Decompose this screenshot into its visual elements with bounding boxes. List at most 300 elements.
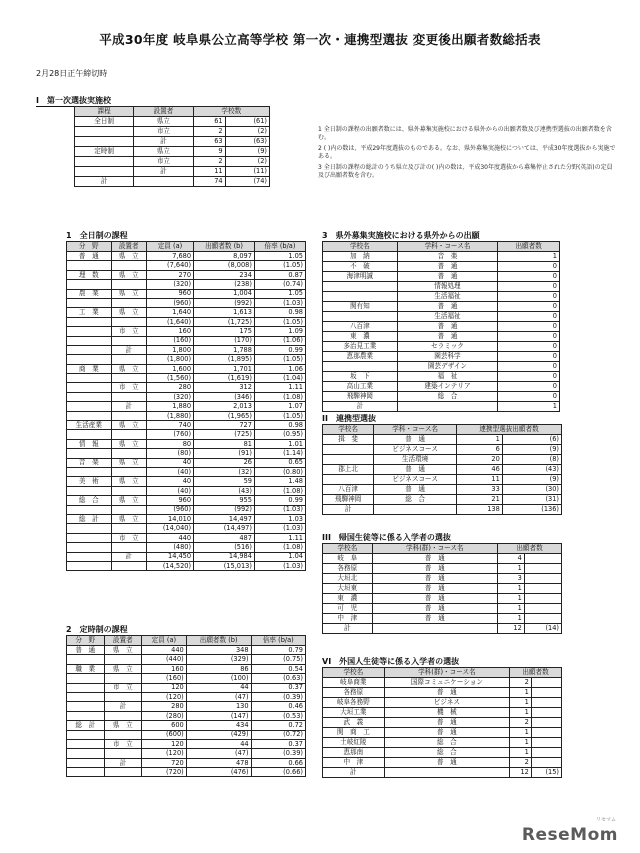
table-cell (323, 282, 398, 292)
table-cell: 関有知 (323, 302, 398, 312)
table-row (67, 721, 306, 730)
table-cell: 不 破 (323, 262, 398, 272)
note-3: 3 全日制の課程の総計のうち県立及び計の( )内の数は、平成30年度選抜から募集停止された分野(英語)の定員及び出願者数を含む。 (318, 164, 613, 179)
table-row (67, 533, 306, 542)
table-cell (67, 280, 112, 289)
table-cell: 普 通 (372, 584, 497, 594)
table-cell: 東 濃 (323, 594, 373, 604)
table-cell (75, 167, 134, 177)
table-cell: (1,895) (194, 355, 255, 364)
table-cell: 情 報 (67, 439, 112, 448)
table-cell (75, 127, 134, 137)
table-cell (524, 554, 561, 564)
column-header: 学科(群)・コース名 (372, 544, 497, 554)
table-row (323, 678, 562, 688)
table-cell: 総 計 (67, 721, 105, 730)
table-cell: (1.05) (254, 261, 305, 270)
table-row (323, 624, 562, 634)
column-header: 課程 (75, 107, 134, 117)
table-row (67, 439, 306, 448)
table-cell: 1,613 (194, 308, 255, 317)
column-header: 分 野 (67, 636, 105, 646)
table-cell: 120 (142, 683, 187, 692)
table-cell: 4 (498, 554, 525, 564)
table-cell: (63) (225, 137, 269, 147)
table-row (323, 584, 562, 594)
table-cell: (2) (225, 157, 269, 167)
table-cell: 計 (323, 624, 373, 634)
table-row (67, 477, 306, 486)
table-cell: 普 通 (374, 485, 457, 495)
table-cell: (147) (186, 711, 251, 720)
table-cell: 130 (186, 702, 251, 711)
table-cell: 1,004 (194, 289, 255, 298)
table-cell: 234 (194, 270, 255, 279)
table-cell: 福 祉 (397, 372, 498, 382)
table-cell: (2) (225, 127, 269, 137)
table-cell: 1.05 (254, 252, 305, 261)
table-row (323, 748, 562, 758)
column-header: 分 野 (67, 242, 112, 252)
table-cell: 0.99 (254, 496, 305, 505)
table-cell: (0.80) (254, 467, 305, 476)
table-cell (67, 430, 112, 439)
table-cell: 1.07 (254, 402, 305, 411)
table-cell: (1,800) (146, 355, 193, 364)
table-cell (111, 411, 146, 420)
table-cell (67, 692, 105, 701)
table-row (323, 332, 560, 342)
table-cell: 市 立 (104, 683, 142, 692)
table-cell: (100) (186, 674, 251, 683)
resemom-logo: ReseMom (521, 825, 618, 845)
table-cell: (0.39) (251, 692, 305, 701)
table-cell: セラミック (397, 342, 498, 352)
table-cell: 1 (510, 708, 532, 718)
table-cell: 市 立 (111, 383, 146, 392)
table-row (67, 768, 306, 777)
table-row (67, 411, 306, 420)
table-row (323, 262, 560, 272)
table-cell: 40 (146, 477, 193, 486)
table-cell: 12 (510, 768, 532, 778)
table-cell: 312 (194, 383, 255, 392)
table-cell (67, 298, 112, 307)
table-cell: 計 (134, 137, 193, 147)
table-row (67, 458, 306, 467)
table-cell: 1,701 (194, 364, 255, 373)
table-cell: 0 (498, 262, 560, 272)
table-cell: 県 立 (111, 252, 146, 261)
table-cell: 普 通 (384, 728, 509, 738)
table-cell: (160) (146, 336, 193, 345)
table-cell: 大垣北 (323, 574, 373, 584)
table-cell (111, 486, 146, 495)
table-cell (67, 768, 105, 777)
table-cell: 飛騨神岡 (323, 392, 398, 402)
table-cell: 普 通 (67, 646, 105, 655)
table-cell: 計 (134, 167, 193, 177)
table-cell: 44 (186, 739, 251, 748)
table-row (323, 495, 562, 505)
table-cell: 音 楽 (397, 252, 498, 262)
table-row (323, 718, 562, 728)
table-cell: 0.72 (251, 721, 305, 730)
table-cell (323, 362, 398, 372)
table-row (75, 147, 270, 157)
table-cell: 80 (146, 439, 193, 448)
table-cell: 1.06 (254, 364, 305, 373)
table-cell: 0.98 (254, 421, 305, 430)
table-cell (111, 543, 146, 552)
table-cell: (600) (142, 730, 187, 739)
table-row (67, 392, 306, 401)
table-row (323, 708, 562, 718)
table-cell: 坂 下 (323, 372, 398, 382)
table-row (67, 383, 306, 392)
table-cell: 岐 阜 (323, 554, 373, 564)
table-cell (67, 758, 105, 767)
table-cell: 普 通 (397, 322, 498, 332)
table-cell: 海津明誠 (323, 272, 398, 282)
table-cell (111, 280, 146, 289)
table-cell: (136) (502, 505, 561, 515)
table-row (323, 312, 560, 322)
table-cell: 1 (498, 584, 525, 594)
table-cell: 岐阜商業 (323, 678, 385, 688)
table-row (67, 552, 306, 561)
table-cell: 計 (111, 552, 146, 561)
table-cell: 総 計 (67, 514, 112, 523)
table-cell: 生活環境 (374, 455, 457, 465)
table-cell: 市立 (134, 127, 193, 137)
table-cell: 0 (498, 292, 560, 302)
table-cell: 中 津 (323, 614, 373, 624)
table-cell (524, 564, 561, 574)
table-cell: (1,640) (146, 317, 193, 326)
table-cell: 0.66 (251, 758, 305, 767)
table-cell: 東 濃 (323, 332, 398, 342)
table-cell: 14,984 (194, 552, 255, 561)
table-cell: (1,725) (194, 317, 255, 326)
table-cell: 県 立 (104, 646, 142, 655)
table-cell: 市立 (134, 157, 193, 167)
table-cell (531, 678, 561, 688)
table-cell: 1 (498, 564, 525, 574)
column-header: 設置者 (134, 107, 193, 117)
table-cell: (9) (502, 445, 561, 455)
table-cell: 加 納 (323, 252, 398, 262)
table-cell: 県 立 (111, 514, 146, 523)
table-cell: ビジネスコース (374, 475, 457, 485)
table-cell (111, 374, 146, 383)
gaikoku-heading: VI 外国人生徒等に係る入学者の選抜 (322, 657, 460, 666)
table-cell: 487 (194, 533, 255, 542)
column-header: 学校名 (323, 242, 398, 252)
table-cell: (960) (146, 505, 193, 514)
table-cell: 2 (510, 718, 532, 728)
table-cell: (6) (502, 435, 561, 445)
section3-table (322, 241, 560, 412)
table-cell (67, 467, 112, 476)
table-row (323, 614, 562, 624)
table-row (323, 402, 560, 412)
column-header: 学校名 (323, 425, 374, 435)
table-cell: 工 業 (67, 308, 112, 317)
table-cell: 955 (194, 496, 255, 505)
note-1: 1 全日制の課程の出願者数には、県外募集実施校における県外からの出願者数及び連携型選抜の出願者数を含む。 (318, 126, 612, 141)
table-row (323, 485, 562, 495)
table-cell: 0 (498, 322, 560, 332)
table-cell: 26 (194, 458, 255, 467)
table-row (323, 435, 562, 445)
table-cell: 1 (498, 252, 560, 262)
table-cell: 160 (142, 664, 187, 673)
table-row (323, 342, 560, 352)
table-cell: (7,640) (146, 261, 193, 270)
table-cell: 960 (146, 496, 193, 505)
table-cell: 33 (457, 485, 503, 495)
table-cell: 720 (142, 758, 187, 767)
table-cell: 市 立 (111, 327, 146, 336)
table-cell: 普 通 (397, 302, 498, 312)
table-cell: 大垣東 (323, 584, 373, 594)
table-cell: 郡上北 (323, 465, 374, 475)
table-cell: 県 立 (111, 421, 146, 430)
table-cell: 74 (193, 177, 225, 187)
table-cell (111, 336, 146, 345)
table-cell: 普 通 (374, 465, 457, 475)
table-row (67, 711, 306, 720)
table-cell (531, 728, 561, 738)
table-cell (67, 655, 105, 664)
column-header: 設置者 (111, 242, 146, 252)
table-row (323, 728, 562, 738)
header-row (323, 668, 562, 678)
table-cell: (14,497) (194, 524, 255, 533)
table-cell: 普 通 (372, 574, 497, 584)
table-cell (67, 336, 112, 345)
table-cell (323, 455, 374, 465)
table-cell: (1.03) (254, 524, 305, 533)
table-cell: 普 通 (372, 594, 497, 604)
table-cell (67, 730, 105, 739)
table-cell: 280 (146, 383, 193, 392)
table-cell: 20 (457, 455, 503, 465)
table-cell (75, 157, 134, 167)
table-row (67, 327, 306, 336)
table-cell: (346) (194, 392, 255, 401)
table-row (67, 430, 306, 439)
table-cell: (329) (186, 655, 251, 664)
table-cell: 1.11 (254, 383, 305, 392)
table-cell: 県 立 (111, 270, 146, 279)
table-cell: 県 立 (111, 308, 146, 317)
table-cell: 商 業 (67, 364, 112, 373)
table-row (323, 475, 562, 485)
table-cell: 県 立 (111, 289, 146, 298)
table-cell (67, 533, 112, 542)
table-cell (111, 298, 146, 307)
table-cell (67, 543, 112, 552)
renkei-table (322, 424, 562, 515)
table-cell: 0.54 (251, 664, 305, 673)
table-cell: 1 (510, 698, 532, 708)
table-cell: 1.03 (254, 514, 305, 523)
table-cell: (0.74) (254, 280, 305, 289)
table-cell: 県 立 (104, 721, 142, 730)
table-row (67, 280, 306, 289)
table-cell: 348 (186, 646, 251, 655)
table-cell: 県立 (134, 117, 193, 127)
table-cell: 総 合 (67, 496, 112, 505)
table-cell: 2,013 (194, 402, 255, 411)
table-cell: (40) (146, 467, 193, 476)
table-cell: 46 (457, 465, 503, 475)
table-cell: 恵那南 (323, 748, 385, 758)
table-cell (531, 748, 561, 758)
column-header: 出願者数 (b) (194, 242, 255, 252)
table-cell: 280 (142, 702, 187, 711)
table-cell (104, 655, 142, 664)
table-cell: (9) (502, 475, 561, 485)
table-cell: 園芸科学 (397, 352, 498, 362)
table-cell: 普 通 (372, 564, 497, 574)
table-cell (67, 711, 105, 720)
table-row (75, 117, 270, 127)
table-row (323, 505, 562, 515)
table-cell (104, 730, 142, 739)
table-cell: (476) (186, 768, 251, 777)
table-cell (67, 486, 112, 495)
table-cell: (992) (194, 298, 255, 307)
table-cell: (47) (186, 749, 251, 758)
column-header: 学校数 (193, 107, 269, 117)
table-cell (67, 317, 112, 326)
table-cell: 総 合 (374, 495, 457, 505)
table-row (323, 465, 562, 475)
table-row (323, 698, 562, 708)
table-row (323, 362, 560, 372)
table-cell (67, 749, 105, 758)
table-cell (384, 768, 509, 778)
column-header: 学校名 (323, 544, 373, 554)
table-cell: 0 (498, 282, 560, 292)
fulltime-heading: 1 全日制の課程 (66, 231, 128, 240)
table-cell: 多治見工業 (323, 342, 398, 352)
gaikoku-table (322, 667, 562, 778)
table-cell: 0.79 (251, 646, 305, 655)
table-cell: 1 (498, 604, 525, 614)
table-cell (111, 317, 146, 326)
table-cell: 各務原 (323, 688, 385, 698)
table-row (323, 554, 562, 564)
table-cell: 86 (186, 664, 251, 673)
table-cell: 計 (104, 702, 142, 711)
table-cell (67, 261, 112, 270)
table-cell (67, 674, 105, 683)
table-row (67, 655, 306, 664)
table-cell: 0 (498, 362, 560, 372)
table-cell (323, 475, 374, 485)
table-cell: 12 (498, 624, 525, 634)
table-cell (531, 698, 561, 708)
table-row (67, 758, 306, 767)
table-cell: (14) (524, 624, 561, 634)
table-cell: 600 (142, 721, 187, 730)
table-cell: (0.39) (251, 749, 305, 758)
table-cell: 普 通 (384, 758, 509, 768)
table-cell: 総 合 (384, 748, 509, 758)
table-cell: (43) (194, 486, 255, 495)
table-cell: 普 通 (374, 435, 457, 445)
table-cell: 2 (193, 127, 225, 137)
table-row (67, 646, 306, 655)
table-cell: (0.95) (254, 430, 305, 439)
table-cell: 21 (457, 495, 503, 505)
table-cell (111, 561, 146, 570)
table-cell (111, 505, 146, 514)
section1-heading: I 第一次選抜実施校 (36, 96, 111, 105)
table-cell: 0 (498, 372, 560, 382)
table-cell: (480) (146, 543, 193, 552)
table-row (67, 345, 306, 354)
table-cell: (15,013) (194, 561, 255, 570)
table-cell: 1 (510, 728, 532, 738)
table-cell: 1 (498, 594, 525, 604)
table-row (67, 421, 306, 430)
kikoku-table (322, 543, 562, 634)
table-row (323, 302, 560, 312)
table-row (323, 688, 562, 698)
section1-table (74, 106, 270, 187)
table-row (323, 594, 562, 604)
table-row (323, 574, 562, 584)
table-cell: 740 (146, 421, 193, 430)
table-cell: 7,680 (146, 252, 193, 261)
table-row (67, 749, 306, 758)
table-cell (323, 445, 374, 455)
table-cell: 11 (457, 475, 503, 485)
table-row (67, 336, 306, 345)
table-cell: 普 通 (372, 554, 497, 564)
table-cell: 1 (498, 402, 560, 412)
section3-heading: 3 県外募集実施校における県外からの出願 (322, 231, 480, 240)
table-row (323, 272, 560, 282)
column-header: 学科(群)・コース名 (384, 668, 509, 678)
table-row (67, 298, 306, 307)
table-cell: 計 (111, 402, 146, 411)
table-cell (531, 738, 561, 748)
table-cell: ビジネス (384, 698, 509, 708)
table-cell: (1.05) (254, 355, 305, 364)
table-cell (531, 758, 561, 768)
table-cell (104, 768, 142, 777)
table-cell: (8,008) (194, 261, 255, 270)
table-cell: 市 立 (111, 533, 146, 542)
table-cell: (1.08) (254, 486, 305, 495)
table-row (67, 317, 306, 326)
table-cell: (160) (142, 674, 187, 683)
table-cell: (320) (146, 280, 193, 289)
table-cell: 理 数 (67, 270, 112, 279)
table-cell (531, 688, 561, 698)
table-cell: 可 児 (323, 604, 373, 614)
header-row (67, 242, 306, 252)
header-row (323, 242, 560, 252)
table-cell: 揖 斐 (323, 435, 374, 445)
table-cell: 138 (457, 505, 503, 515)
